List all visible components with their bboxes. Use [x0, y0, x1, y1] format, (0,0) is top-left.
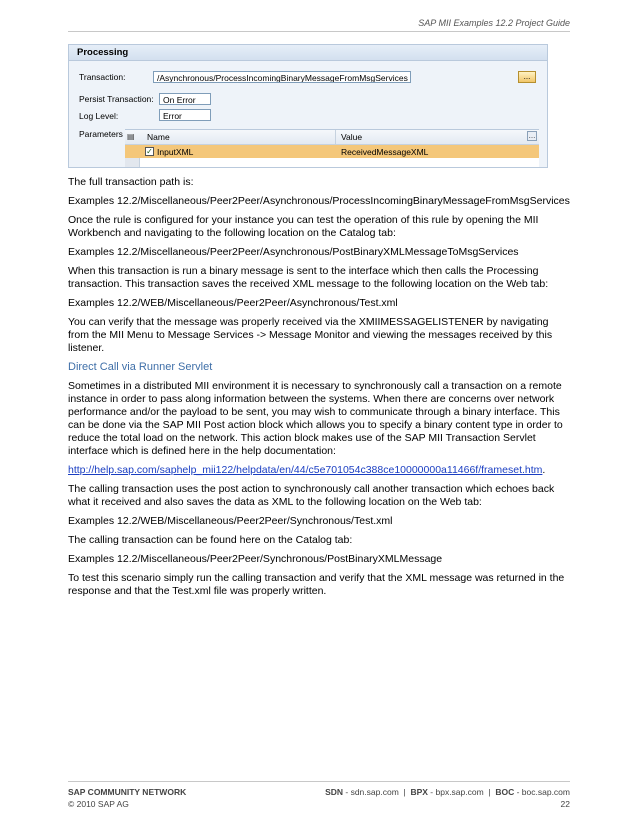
column-divider: [335, 130, 336, 144]
section-heading: Direct Call via Runner Servlet: [68, 361, 213, 373]
grid-settings-icon[interactable]: ▤: [127, 132, 135, 141]
help-doc-link[interactable]: http://help.sap.com/saphelp_mii122/helpdata/en/44/c5e701054c388ce10000000a11466f/frameset.htm: [68, 464, 543, 476]
persist-transaction-label: Persist Transaction:: [79, 94, 154, 104]
paragraph: The full transaction path is:: [68, 176, 194, 188]
path-text: Examples 12.2/Miscellaneous/Peer2Peer/Asynchronous/ProcessIncomingBinaryMessageFromMsgServices: [68, 195, 570, 207]
link-paragraph: [68, 464, 572, 477]
path-text: Examples 12.2/Miscellaneous/Peer2Peer/Synchronous/PostBinaryXMLMessage: [68, 553, 443, 565]
table-row[interactable]: [125, 145, 539, 158]
row-checkbox[interactable]: ✓: [146, 147, 153, 156]
parameters-grid: [125, 129, 539, 167]
paragraph: The calling transaction can be found here on the Catalog tab:: [68, 534, 353, 546]
footer-network: SAP COMMUNITY NETWORK: [68, 787, 187, 797]
path-text: Examples 12.2/WEB/Miscellaneous/Peer2Peer/Synchronous/Test.xml: [68, 515, 393, 527]
page-header-title: SAP MII Examples 12.2 Project Guide: [418, 18, 570, 28]
sdn-label: SDN: [325, 787, 344, 797]
footer-left: [68, 786, 186, 810]
bpx-label: BPX: [410, 787, 428, 797]
header-divider: [68, 31, 570, 32]
transaction-input[interactable]: /Asynchronous/ProcessIncomingBinaryMessageFromMsgServices: [153, 71, 411, 83]
link-suffix: .: [542, 464, 546, 476]
path-text: Examples 12.2/Miscellaneous/Peer2Peer/Asynchronous/PostBinaryXMLMessageToMsgServices: [68, 246, 519, 258]
panel-title: Processing: [69, 45, 547, 61]
document-body: [68, 176, 572, 604]
paragraph: Once the rule is configured for your instance you can test the operation of this rule by opening the MII Workbench and navigating to the following location on the Catalog tab:: [68, 214, 539, 239]
boc-link[interactable]: boc.sap.com: [521, 787, 570, 797]
transaction-label: Transaction:: [79, 72, 126, 82]
footer-copyright: © 2010 SAP AG: [68, 799, 129, 809]
persist-transaction-select[interactable]: On Error: [159, 93, 211, 105]
column-header-name[interactable]: Name: [147, 132, 170, 142]
row-value-cell[interactable]: ReceivedMessageXML: [341, 147, 429, 157]
footer-links: SDN - sdn.sap.com | BPX - bpx.sap.com | BOC - boc.sap.com: [325, 787, 570, 797]
menu-icon[interactable]: …: [528, 133, 536, 140]
parameters-label: Parameters: [79, 129, 123, 139]
log-level-label: Log Level:: [79, 111, 119, 121]
grid-header: [125, 130, 539, 145]
paragraph: To test this scenario simply run the calling transaction and verify that the XML message was returned in the response and that the Test.xml file was properly written.: [68, 572, 565, 597]
paragraph: Sometimes in a distributed MII environment it is necessary to synchronously call a transaction on a remote instance in order to pass along information between the systems. When there are concerns over network performance and/or the payload to be sent, you may wish to communicate through a binary interface. This can be done via the SAP MII Post action block which allows you to specify a binary content type in order to reduce the total load on the network. This action block makes use of the SAP MII Transaction Servlet interface which is defined here in the help documentation:: [68, 380, 563, 457]
processing-panel: [68, 44, 548, 168]
footer-divider: [68, 781, 570, 782]
log-level-select[interactable]: Error: [159, 109, 211, 121]
paragraph: You can verify that the message was properly received via the XMIIMESSAGELISTENER by navigating from the MII Menu to Message Services -> Message Monitor and viewing the messages received by this listener.: [68, 316, 553, 354]
sdn-link[interactable]: sdn.sap.com: [350, 787, 399, 797]
row-name-cell: InputXML: [157, 147, 194, 157]
bpx-link[interactable]: bpx.sap.com: [435, 787, 484, 797]
browse-button[interactable]: ...: [518, 71, 536, 83]
boc-label: BOC: [495, 787, 515, 797]
column-header-value[interactable]: Value: [341, 132, 363, 142]
footer-right: [325, 786, 570, 810]
path-text: Examples 12.2/WEB/Miscellaneous/Peer2Peer/Asynchronous/Test.xml: [68, 297, 398, 309]
paragraph: When this transaction is run a binary message is sent to the interface which then calls the Processing transaction. This transaction saves the received XML message to the following location on the Web tab:: [68, 265, 549, 290]
page-number: 22: [560, 799, 570, 809]
paragraph: The calling transaction uses the post action to synchronously call another transaction which echoes back what it received and also saves the data as XML to the following location on the Web tab:: [68, 483, 555, 508]
